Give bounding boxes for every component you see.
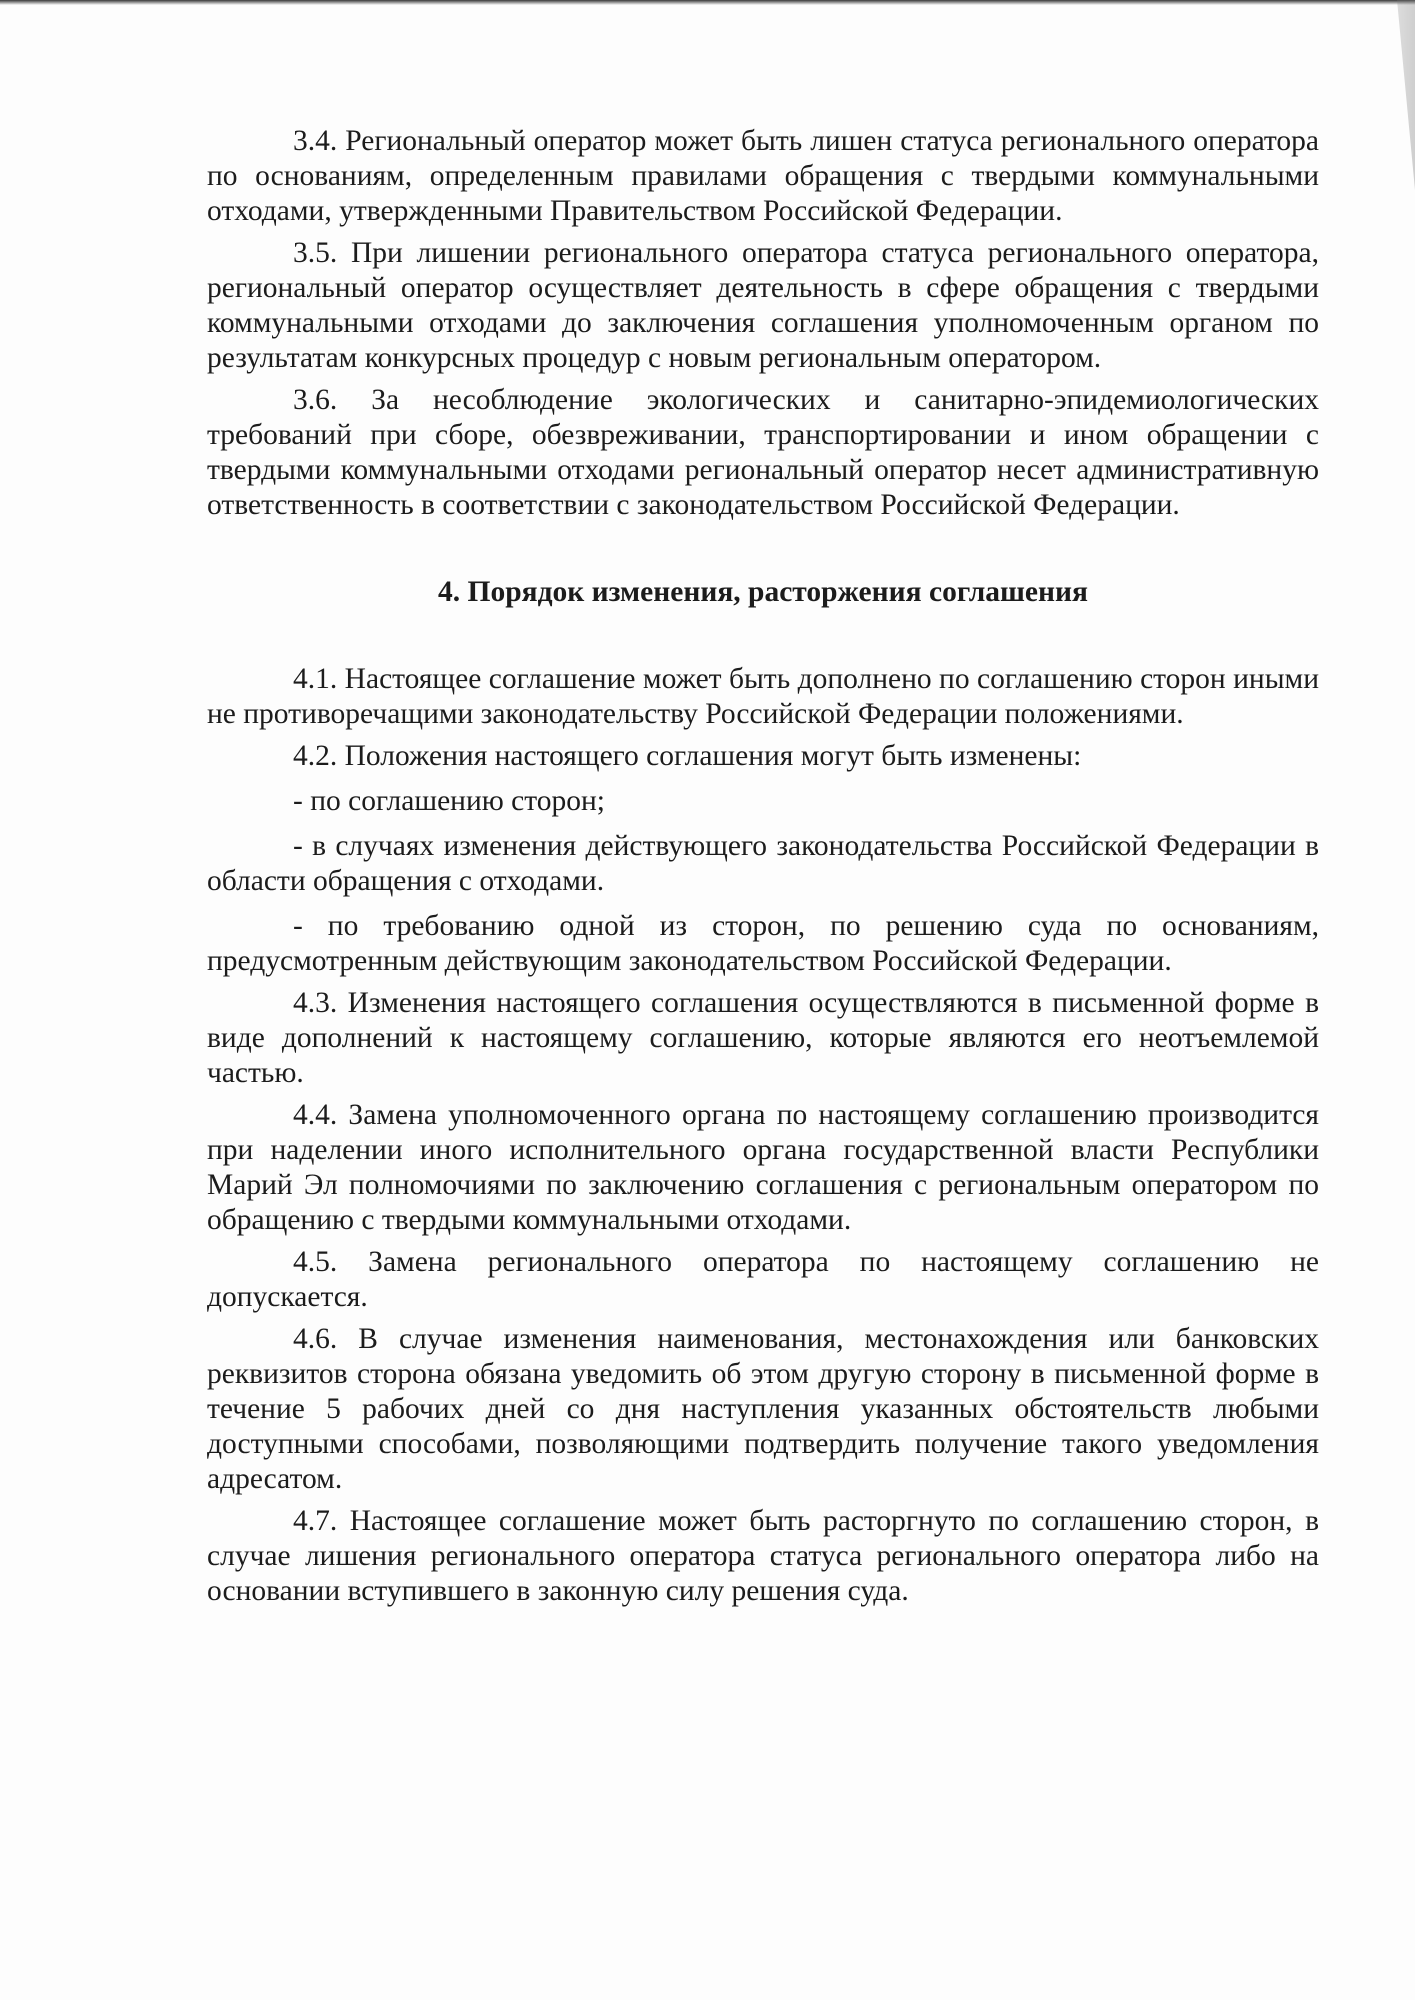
paragraph-4-2-b: - в случаях изменения действующего законодательства Российской Федерации в области обращения с отходами. [207,830,1319,897]
section-4-heading: 4. Порядок изменения, расторжения соглашения [438,576,1088,608]
document-body [207,124,1319,1609]
paragraph-4-3: 4.3. Изменения настоящего соглашения осуществляются в письменной форме в виде дополнений к настоящему соглашению, которые являются его неотъемлемой частью. [207,987,1319,1089]
scan-edge-right [1355,0,1415,190]
paragraph-4-6: 4.6. В случае изменения наименования, местонахождения или банковских реквизитов сторона обязана уведомить об этом другую сторону в письменной форме в течение 5 рабочих дней со дня наступления указанных обстоятельств любыми доступными способами, позволяющими подтвердить получение такого уведомления адресатом. [207,1323,1319,1495]
paragraph-4-2-a: - по соглашению сторон; [293,785,605,817]
scan-edge-top [0,0,1415,5]
paragraph-4-5: 4.5. Замена регионального оператора по настоящему соглашению не допускается. [207,1246,1319,1313]
paragraph-4-1: 4.1. Настоящее соглашение может быть дополнено по соглашению сторон иными не противоречащими законодательству Российской Федерации положениями. [207,663,1319,730]
paragraph-4-2: 4.2. Положения настоящего соглашения могут быть изменены: [293,740,1082,772]
paragraph-4-7: 4.7. Настоящее соглашение может быть расторгнуто по соглашению сторон, в случае лишения регионального оператора статуса регионального оператора либо на основании вступившего в законную силу решения суда. [207,1505,1319,1607]
paragraph-3-6: 3.6. За несоблюдение экологических и санитарно-эпидемиологических требований при сборе, обезвреживании, транспортировании и ином обращении с твердыми коммунальными отходами региональный оператор несет административную ответственность в соответствии с законодательством Российской Федерации. [207,384,1319,521]
paragraph-3-5: 3.5. При лишении регионального оператора статуса регионального оператора, региональный оператор осуществляет деятельность в сфере обращения с твердыми коммунальными отходами до заключения соглашения уполномоченным органом по результатам конкурсных процедур с новым региональным оператором. [207,237,1319,374]
paragraph-4-2-c: - по требованию одной из сторон, по решению суда по основаниям, предусмотренным действующим законодательством Российской Федерации. [207,910,1319,977]
paragraph-4-4: 4.4. Замена уполномоченного органа по настоящему соглашению производится при наделении иного исполнительного органа государственной власти Республики Марий Эл полномочиями по заключению соглашения с региональным оператором по обращению с твердыми коммунальными отходами. [207,1099,1319,1236]
paragraph-3-4: 3.4. Региональный оператор может быть лишен статуса регионального оператора по основаниям, определенным правилами обращения с твердыми коммунальными отходами, утвержденными Правительством Российской Федерации. [207,125,1319,227]
